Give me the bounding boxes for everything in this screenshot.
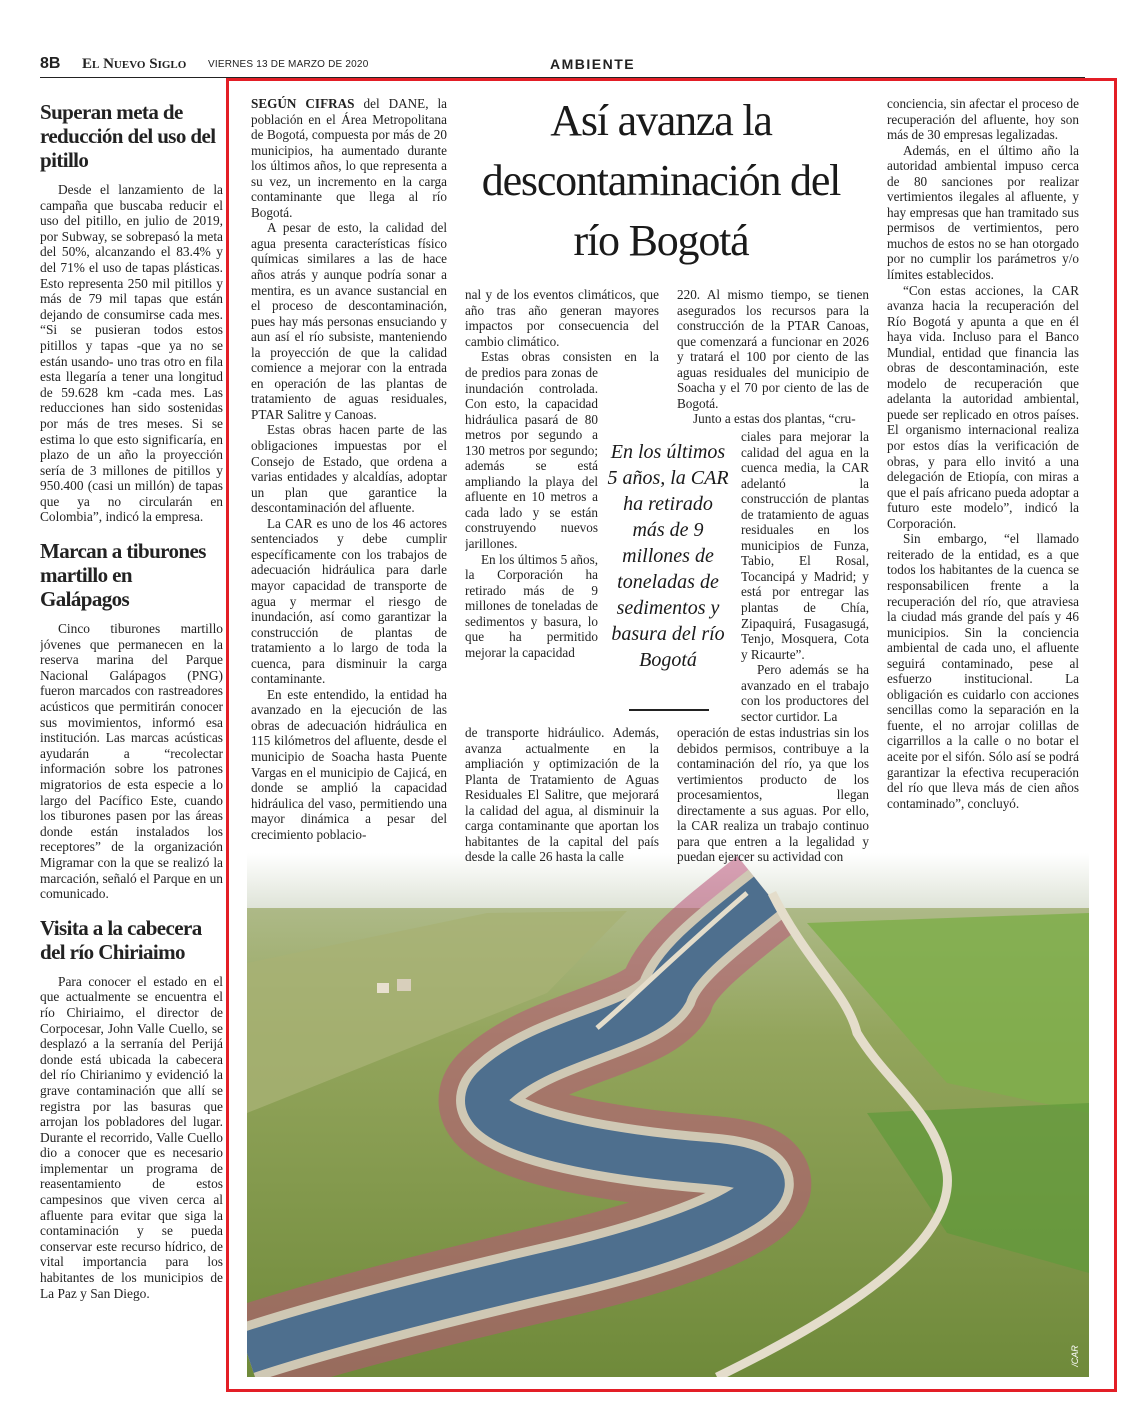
article-column-3-narrow: [741, 429, 869, 725]
section-name: AMBIENTE: [550, 56, 636, 72]
sidebar-headline: Visita a la cabecera del río Chiriaimo: [40, 915, 202, 964]
newspaper-name: El Nuevo Siglo: [82, 56, 187, 72]
article-column-3-bottom: [677, 725, 869, 865]
article-paragraph: Sin embargo, “el llamado reiterado de la entidad, es a que todos los habitantes de la cuenca se responsabilicen frente a la recuperación del río, que atraviesa la ciudad más grande del país y 46 municipios. Sin la conciencia ambiental de cada uno, el afluente seguirá contaminado, pese al esfuerzo institucional. La obligación es cuidarlo con acciones sencillas como la separación en la fuente, el no arrojar colillas de cigarrillos a la calle o no botar el aceite por el sifón. Sólo así se podrá garantizar la efectiva recuperación del río que lleva más de cien años contaminado”, concluyó.: [887, 531, 1079, 811]
article-paragraph: Estas obras consisten en la: [481, 349, 659, 365]
article-paragraph: operación de estas industrias sin los debidos permisos, contribuye a la contaminación del río, ya que los vertimientos producto de los procesamientos, llegan directamente a sus aguas. Por ello, la CAR realiza un trabajo continuo para que entren a la legalidad y puedan ejercer su actividad con: [677, 725, 869, 865]
article-paragraph: ciales para mejorar la calidad del agua en la cuenca media, la CAR adelantó la construcción de plantas de tratamiento de aguas residuales en los municipios de Funza, Tabio, El Rosal, Tocancipá y Madrid; y está por entregar las plantas de Chía, Zipaquirá, Fusagasugá, Tenjo, Mosquera, Cota y Ricaurte”.: [741, 429, 869, 662]
article-paragraph: de transporte hidráulico. Además, avanza actualmente en la ampliación y optimización de la Planta de Tratamiento de Aguas Residuales El Salitre, que mejorará la calidad del agua, al disminuir la carga contaminante que aportan los habitantes de la capital del país desde la calle 26 hasta la calle: [465, 725, 659, 865]
article-paragraph: La CAR es uno de los 46 actores sentenciados y debe cumplir específicamente con los trabajos de adecuación hidráulica para darle mayor capacidad de transporte de agua y mermar el riesgo de inundación, así como garantizar la construcción de plantas de tratamiento a lo largo de toda la cuenca, para disminuir la carga contaminante.: [251, 515, 447, 687]
page-header: [40, 55, 1085, 78]
article-column-2-bottom: [465, 725, 659, 865]
article-column-2-top: [465, 287, 659, 365]
aerial-river-photo: [247, 853, 1089, 1377]
article-paragraph: Junto a estas dos plantas, “cru-: [693, 411, 856, 427]
sidebar-story-body: Para conocer el estado en el que actualmente se encuentra el río Chiriaimo, el director de Corpocesar, John Valle Cuello, se desplazó a la serranía del Perijá donde está ubicada la cabecera del río Chirianimo y evidenció la grave contaminación que allí se registra por las basuras que arrojan los pobladores del lugar. Durante el recorrido, Valle Cuello dio a conocer que es necesario implementar un programa de reasentamiento de estos campesinos que viven cerca al afluente para evitar que siga la contaminación y se pueda conservar este recurso hídrico, de vital importancia para los habitantes de los municipios de La Paz y San Diego.: [40, 973, 223, 1301]
lead-in-caps: SEGÚN CIFRAS: [251, 96, 355, 111]
article-paragraph: Estas obras hacen parte de las obligaciones impuestas por el Consejo de Estado, que ordena a varias entidades y alcaldías, adoptar un plan que garantice la descontaminación del afluente.: [251, 422, 447, 516]
article-headline: Así avanza la descontaminación del río Bogotá: [481, 96, 841, 265]
article-column-3-top: [677, 287, 869, 427]
article-paragraph: nal y de los eventos climáticos, que año tras año generan mayores impactos por consecuencia del cambio climático.: [465, 287, 659, 349]
pull-quote: En los últimos 5 años, la CAR ha retirado más de 9 millones de toneladas de sedimentos y basura del río Bogotá: [607, 441, 729, 671]
photo-credit: /CAR: [1069, 1345, 1080, 1367]
lead-paragraph-text: del DANE, la población en el Área Metropolitana de Bogotá, compuesta por más de 20 municipios, ha aumentado durante los últimos años, lo que representa a su vez, un incremento en la carga contaminante que llega al río Bogotá.: [251, 96, 447, 220]
issue-date: VIERNES 13 DE MARZO DE 2020: [208, 59, 369, 70]
article-paragraph: [251, 96, 447, 220]
article-paragraph: En este entendido, la entidad ha avanzado en la ejecución de las obras de adecuación hidráulica en 115 kilómetros del afluente, desde el municipio de Soacha hasta Puente Vargas en el municipio de Cajicá, en donde se amplió la capacidad hidráulica del vaso, permitiendo una mayor dinámica a pesar del crecimiento poblacio-: [251, 686, 447, 842]
pull-quote-rule: [629, 709, 709, 711]
article-column-1: [251, 96, 447, 871]
feature-article-frame: [226, 78, 1117, 1392]
article-paragraph: Además, en el último año la autoridad ambiental impuso cerca de 80 sanciones por realizar vertimientos ilegales al afluente, y hay empresas que han tramitado sus permisos de vertimientos, pero muchos de estos no se han otorgado por no cumplir los parámetros y/o límites establecidos.: [887, 142, 1079, 283]
article-paragraph: conciencia, sin afectar el proceso de recuperación del afluente, hoy son más de 30 empresas legalizadas.: [887, 96, 1079, 143]
sidebar-story-body: Desde el lanzamiento de la campaña que buscaba reducir el uso del pitillo, en julio de 2019, por Subway, se sobrepasó la meta del 50%, alcanzando el 83.4% y del 71% el uso de tapas plásticas. Esto representa 250 mil pitillos y más de 79 mil tapas que están dejando de consumirse cada mes. “Si se pusieran todos estos pitillos y tapas -que ya no se están usando- uno tras otro en fila esta llegaría a tener una longitud de 59.628 km -cada mes. Las reducciones han sido sostenidas por más de tres meses. Si se estima lo que esto significaría, en plazo de un año la proyección sería de 3 millones de pitillos y 950.400 (casi un millón) de tapas que ya no circularán en Colombia”, indicó la empresa.: [40, 182, 223, 525]
article-paragraph: de predios para zonas de inundación controlada. Con esto, la capacidad hidráulica pasará de 80 metros por segundo a 130 metros por segundo; además se está ampliando la playa del afluente en 10 metros a cada lado y se están construyendo nuevos jarillones.: [465, 365, 598, 552]
article-paragraph: Pero además se ha avanzado en el trabajo con los productores del sector curtidor. La: [741, 662, 869, 724]
article-paragraph: 220. Al mismo tiempo, se tienen asegurados los recursos para la construcción de la PTAR Canoas, que comenzará a funcionar en 2026 y tratará el 100 por ciento de las aguas residuales del municipio de Soacha y el 70 por ciento de las de Bogotá.: [677, 287, 869, 411]
sidebar-headline: Superan meta de reducción del uso del pitillo: [40, 100, 216, 172]
sidebar-headline: Marcan a tiburones martillo en Galápagos: [40, 539, 206, 612]
article-paragraph: A pesar de esto, la calidad del agua presenta características físico químicas similares a las de hace años atrás y aunque podría sonar a mentira, es un avance sustancial en el proceso de descontaminación, pues hay más personas ensuciando y aun así el río subsiste, manteniendo la proyección de que la calidad comience a mejorar con la entrada en operación de las plantas de tratamiento de aguas residuales, PTAR Salitre y Canoas.: [251, 220, 447, 422]
article-column-2-narrow: [465, 365, 598, 725]
article-column-4: [887, 96, 1079, 866]
article-paragraph: “Con estas acciones, la CAR avanza hacia la recuperación del Río Bogotá y apunta a que en él haya vida. Incluso para el Banco Mundial, entidad que financia las obras de descontaminación, este modelo de recuperación que adelanta la autoridad ambiental, puede ser replicado en otros países. El organismo internacional realiza por estos días la verificación de obras, y para ello invitó a una delegación de Etiopía, con miras a que el país africano pueda adoptar a futuro este modelo”, indicó la Corporación.: [887, 282, 1079, 531]
article-paragraph: En los últimos 5 años, la Corporación ha retirado más de 9 millones de toneladas de sedimentos y basura, lo que ha permitido mejorar la capacidad: [465, 551, 598, 660]
sidebar-story-body: Cinco tiburones martillo jóvenes que permanecen en la reserva marina del Parque Nacional Galápagos (PNG) fueron marcados con rastreadores acústicos que permitirán conocer sus movimientos, informó esa institución. Las marcas acústicas ayudarán a “recolectar información sobre los patrones migratorios de esta especie a lo largo del Pacífico Este, cuando los tiburones pasen por las áreas donde están instalados los receptores” de la organización Migramar con la que se realizó la marcación, señaló el Parque en un comunicado.: [40, 621, 223, 902]
page-number: 8B: [40, 55, 61, 72]
news-sidebar: [40, 100, 223, 1390]
